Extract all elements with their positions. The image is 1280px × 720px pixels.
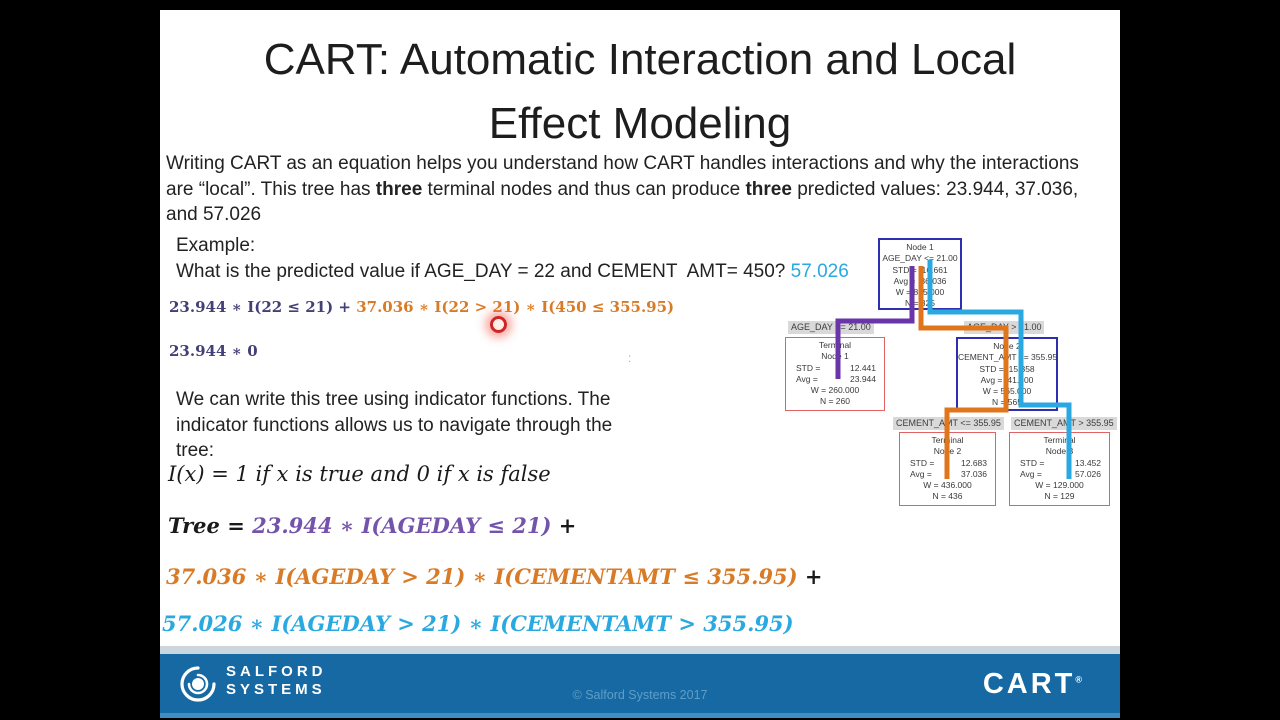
terminal3-avg-row (1010, 469, 1109, 480)
branch-label-ageday-le: AGE_DAY <= 21.00 (788, 321, 874, 334)
terminal1-std-value: 12.441 (850, 362, 876, 373)
branch-label-cement-le: CEMENT_AMT <= 355.95 (893, 417, 1004, 430)
terminal2-avg-value: 37.036 (961, 468, 987, 479)
terminal3-title: Terminal (1043, 435, 1076, 445)
intro-bold-1: three (375, 178, 423, 200)
terminal3-n-row: N = 129 (1044, 491, 1075, 502)
terminal1-w-row: W = 260.000 (810, 385, 860, 396)
brand-line2: SYSTEMS (226, 681, 326, 698)
title-line2: Effect Modeling (488, 99, 792, 148)
terminal1-avg-label: Avg = (796, 373, 818, 384)
laser-pointer-dot (490, 316, 507, 333)
tree-eq-prefix: Tree = (168, 513, 253, 538)
worked-eq-orange-term: 37.036 ∗ I(22 > 21) ∗ I(450 ≤ 355.95) (356, 298, 675, 316)
tree-eq-term3: 57.026 ∗ I(AGEDAY > 21) ∗ I(CEMENTAMT > 355.95) (162, 611, 794, 636)
copyright-text: © Salford Systems 2017 (572, 688, 708, 702)
terminal-node-2 (899, 432, 996, 506)
node1-avg-row (880, 276, 960, 287)
terminal3-avg-value: 57.026 (1075, 468, 1101, 479)
terminal2-w-row: W = 436.000 (923, 480, 972, 491)
node2-std-label: STD = (979, 363, 1004, 374)
terminal2-std-row (900, 458, 995, 469)
title-line1: CART: Automatic Interaction and Local (263, 35, 1017, 84)
tree-equation-line2 (166, 564, 822, 589)
node2-title: Node 2 (993, 341, 1021, 351)
example-heading: Example: (176, 235, 256, 256)
intro-text-2: terminal nodes and thus can produce (422, 178, 746, 200)
intro-text-3: predicted values: 23.944, 37.036, and 57.026 (166, 178, 1079, 225)
footer-top-strip (160, 646, 1120, 654)
cart-wordmark: CART (982, 668, 1076, 700)
node1-std-value: 16.661 (921, 264, 948, 275)
brand-line1: SALFORD (226, 663, 327, 680)
explain-paragraph: We can write this tree using indicator functions. The indicator functions allows us to navigate through the tree: (176, 389, 613, 461)
branch-label-cement-gt: CEMENT_AMT > 355.95 (1011, 417, 1117, 430)
node1-title: Node 1 (906, 242, 934, 252)
footer-bottom-strip (160, 713, 1120, 718)
cart-product-logo (983, 668, 1082, 701)
terminal2-avg-label: Avg = (910, 468, 932, 479)
terminal1-std-label: STD = (796, 362, 821, 373)
terminal3-avg-label: Avg = (1020, 468, 1042, 479)
intro-text-1: Writing CART as an equation helps you understand how CART handles interactions and why the interactions are “local”. This tree has (166, 153, 1079, 200)
node2-avg-value: 41.600 (1007, 374, 1034, 385)
node1-std-label: STD = (892, 264, 917, 275)
terminal-node-3 (1009, 432, 1110, 506)
node1-avg-label: Avg = (893, 275, 916, 286)
tree-eq-term2: 37.036 ∗ I(AGEDAY > 21) ∗ I(CEMENTAMT ≤ 355.95) (166, 564, 798, 589)
node1-std-row (880, 265, 960, 276)
intro-bold-2: three (745, 178, 792, 200)
tree-equation-line3 (162, 611, 794, 636)
indicator-definition: I(x) = 1 if x is true and 0 if x is false (168, 462, 551, 486)
tree-eq-plus1: + (551, 513, 577, 538)
terminal2-std-value: 12.683 (961, 457, 987, 468)
terminal2-std-label: STD = (910, 457, 935, 468)
node2-avg-label: Avg = (980, 374, 1003, 385)
question-answer: 57.026 (790, 261, 849, 282)
node2-avg-row (958, 375, 1056, 386)
tree-node-2 (956, 337, 1058, 411)
terminal1-n-row: N = 260 (819, 396, 850, 407)
terminal1-avg-row (786, 374, 884, 385)
node2-n-row: N = 565 (991, 397, 1022, 408)
terminal3-w-row: W = 129.000 (1035, 480, 1084, 491)
worked-equation (169, 298, 674, 316)
terminal1-avg-value: 23.944 (850, 373, 876, 384)
cursor-artifact: : (628, 351, 632, 365)
terminal3-std-value: 13.452 (1075, 457, 1101, 468)
intro-paragraph (166, 151, 1094, 228)
branch-label-ageday-gt: AGE_DAY > 21.00 (964, 321, 1044, 334)
node2-std-value: 15.358 (1008, 363, 1035, 374)
terminal3-std-row (1010, 458, 1109, 469)
terminal-node-1 (785, 337, 885, 411)
node1-avg-value: 36.036 (920, 275, 947, 286)
tree-eq-plus2: + (797, 564, 823, 589)
tree-eq-term1: 23.944 ∗ I(AGEDAY ≤ 21) (252, 513, 552, 538)
question-text: What is the predicted value if AGE_DAY = 22 and CEMENT AMT= 450? (176, 261, 791, 282)
tree-node-1 (878, 238, 962, 310)
node1-rule: AGE_DAY <= 21.00 (882, 253, 958, 264)
terminal1-subtitle: Node 1 (821, 351, 849, 362)
terminal2-n-row: N = 436 (932, 491, 963, 502)
terminal2-subtitle: Node 2 (933, 446, 962, 457)
terminal3-std-label: STD = (1020, 457, 1045, 468)
node2-std-row (958, 364, 1056, 375)
worked-equation-partial: 23.944 ∗ 0 (169, 342, 258, 360)
node2-rule: CEMENT_AMT <= 355.95 (958, 352, 1058, 363)
terminal1-title: Terminal (818, 340, 852, 350)
terminal1-std-row (786, 363, 884, 374)
terminal3-subtitle: Node 3 (1045, 446, 1074, 457)
example-question (176, 259, 849, 285)
node1-n-row: N = 825 (904, 298, 935, 309)
tree-equation-line1 (168, 513, 576, 538)
footer-bar (160, 654, 1120, 713)
node1-w-row: W = 825.000 (895, 287, 945, 298)
node2-w-row: W = 565.000 (982, 386, 1032, 397)
terminal2-title: Terminal (931, 435, 964, 445)
worked-eq-purple-term: 23.944 ∗ I(22 ≤ 21) + (169, 298, 357, 316)
terminal2-avg-row (900, 469, 995, 480)
page-title (160, 28, 1120, 156)
registered-trademark-mark: ® (1075, 674, 1082, 685)
